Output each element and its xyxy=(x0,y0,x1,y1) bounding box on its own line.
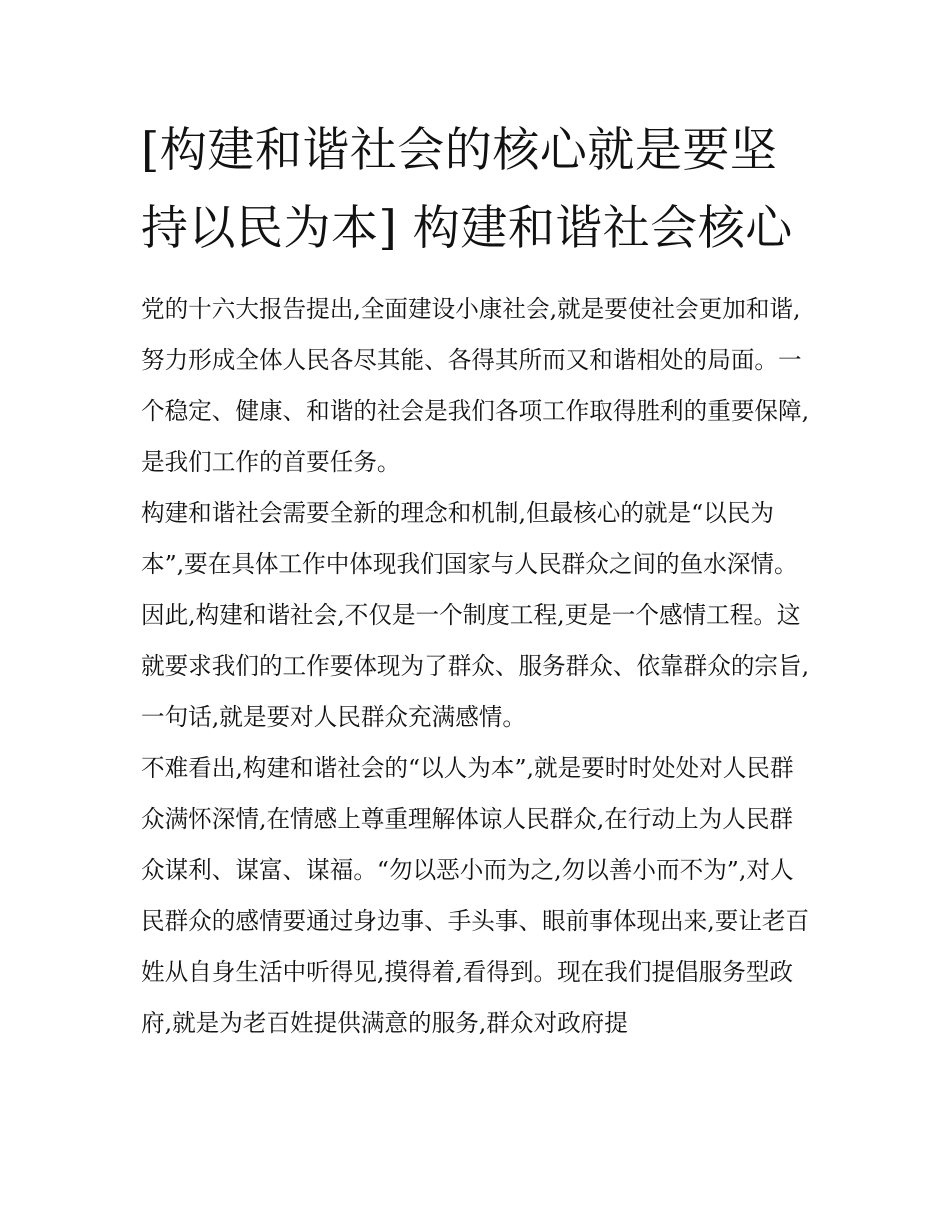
document-page xyxy=(141,112,813,1049)
document-title: [构建和谐社会的核心就是要坚持以民为本] 构建和谐社会核心 xyxy=(141,123,793,256)
paragraph-2: 构建和谐社会需要全新的理念和机制,但最核心的就是“以民为本”,要在具体工作中体现我们国家与人民群众之间的鱼水深情。因此,构建和谐社会,不仅是一个制度工程,更是一个感情工程。这就要求我们的工作要体现为了群众、服务群众、依靠群众的宗旨,一句话,就是要对人民群众充满感情。 xyxy=(141,499,810,731)
paragraph-3: 不难看出,构建和谐社会的“以人为本”,就是要时时处处对人民群众满怀深情,在情感上尊重理解体谅人民群众,在行动上为人民群众谋利、谋富、谋福。“勿以恶小而为之,勿以善小而不为”,对人民群众的感情要通过身边事、手头事、眼前事体现出来,要让老百姓从自身生活中听得见,摸得着,看得到。现在我们提倡服务型政府,就是为老百姓提供满意的服务,群众对政府提 xyxy=(141,754,810,1037)
paragraph-1: 党的十六大报告提出,全面建设小康社会,就是要使社会更加和谐,努力形成全体人民各尽其能、各得其所而又和谐相处的局面。一个稳定、健康、和谐的社会是我们各项工作取得胜利的重要保障,是我们工作的首要任务。 xyxy=(141,295,810,476)
